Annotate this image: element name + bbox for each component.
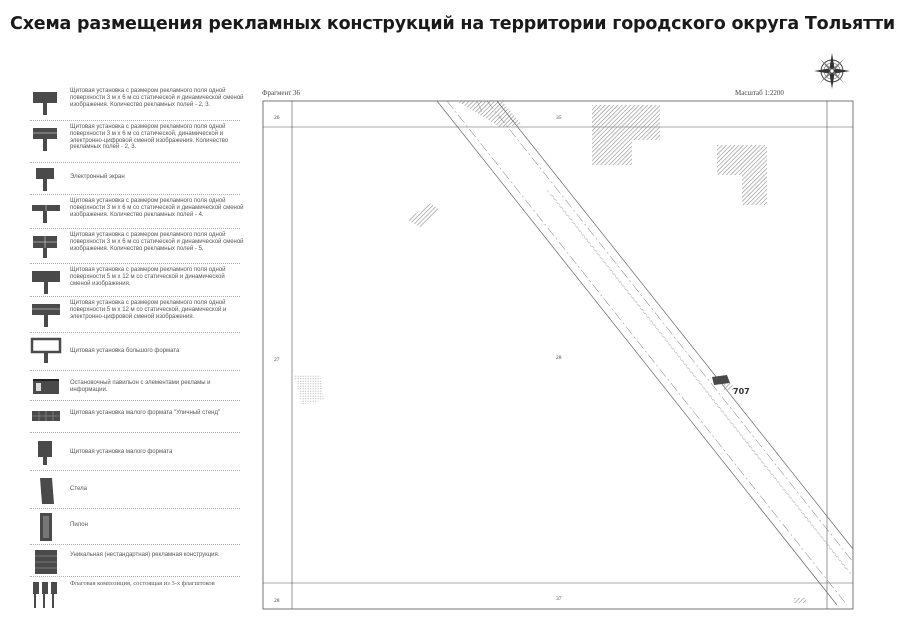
flag-composition-icon bbox=[30, 580, 62, 610]
legend-divider bbox=[30, 194, 240, 195]
cell-number: 28 bbox=[274, 598, 280, 604]
small-format-billboard-icon bbox=[30, 438, 62, 468]
legend-divider bbox=[30, 508, 240, 509]
legend-text: Флаговая композиция, состоящая из 3-х флагштоков bbox=[70, 580, 215, 587]
legend-text: Щитовая установка с размером рекламного поля одной поверхности 3 м х 6 м со статической и динамической сменой изображения. Количество рекламных полей - 4. bbox=[70, 198, 244, 218]
electronic-screen-icon bbox=[30, 166, 62, 196]
compass-rose-icon bbox=[813, 52, 851, 90]
legend-divider bbox=[30, 120, 240, 121]
advertising-structure-marker[interactable] bbox=[794, 598, 806, 603]
legend-text: Щитовая установка большого формата bbox=[70, 348, 180, 354]
fragment-label: Фрагмент 36 bbox=[262, 89, 301, 97]
pylon-icon bbox=[30, 512, 62, 542]
legend-divider bbox=[30, 544, 240, 545]
legend-text: Щитовая установка с размером рекламного поля одной поверхности 3 м х 6 м со статической и динамической сменой изображения. Количество рекламных полей - 5. bbox=[70, 232, 244, 252]
billboard-3x6-digital-icon bbox=[30, 124, 62, 154]
legend-text: Остановочный павильон с элементами рекламы и информации. bbox=[70, 380, 211, 393]
stele-icon bbox=[30, 476, 62, 506]
cell-number: 35 bbox=[556, 115, 562, 121]
legend-text: Стела bbox=[70, 486, 87, 492]
unique-structure-icon bbox=[30, 548, 62, 578]
legend-text: Пилон bbox=[70, 522, 88, 528]
cell-number: 27 bbox=[274, 357, 280, 363]
billboard-5x12-static-icon bbox=[30, 267, 62, 297]
billboard-3x6-four-fields-icon bbox=[30, 198, 62, 228]
street-stand-icon bbox=[30, 404, 62, 434]
cell-number: 26 bbox=[274, 115, 280, 121]
legend-divider bbox=[30, 296, 240, 297]
legend-divider bbox=[30, 576, 240, 577]
cell-number: 37 bbox=[556, 596, 562, 602]
legend-divider bbox=[30, 470, 240, 471]
legend-divider bbox=[30, 400, 240, 401]
large-format-billboard-icon bbox=[30, 336, 62, 366]
map-title: Схема размещения рекламных конструкций на территории городского округа Тольятти bbox=[10, 14, 895, 34]
legend-text: Электронный экран bbox=[70, 174, 125, 180]
legend-text: Щитовая установка с размером рекламного поля одной поверхности 3 м х 6 м со статической и динамической сменой изображения. Количество рекламных полей - 2, 3. bbox=[70, 88, 244, 108]
billboard-3x6-static-icon bbox=[30, 88, 62, 118]
legend-text: Щитовая установка с размером рекламного поля одной поверхности 3 м х 6 м со статической, динамической и электронно-цифровой сменой изображения. Количество рекламных полей - 2, 3. bbox=[70, 124, 229, 151]
legend-divider bbox=[30, 370, 240, 371]
billboard-5x12-digital-icon bbox=[30, 300, 62, 330]
legend-divider bbox=[30, 228, 240, 229]
legend-text: Уникальная (нестандартная) рекламная конструкция. bbox=[70, 552, 220, 558]
legend-divider bbox=[30, 263, 240, 264]
scale-label: Масштаб 1:2200 bbox=[735, 89, 784, 97]
structure-number-label: 707 bbox=[733, 387, 750, 396]
cell-number: 28 bbox=[556, 355, 562, 361]
legend-text: Щитовая установка малого формата bbox=[70, 449, 173, 455]
legend-text: Щитовая установка малого формата "Уличный стенд" bbox=[70, 410, 221, 416]
legend-text: Щитовая установка с размером рекламного поля одной поверхности 5 м х 12 м со статической и динамической сменой изображения. bbox=[70, 267, 226, 287]
legend-divider bbox=[30, 432, 240, 433]
legend-divider bbox=[30, 162, 240, 163]
legend-text: Щитовая установка с размером рекламного поля одной поверхности 5 м х 12 м со статической, динамической и электронно-цифровой сменой изображения. bbox=[70, 300, 227, 320]
legend-divider bbox=[30, 332, 240, 333]
billboard-3x6-five-fields-icon bbox=[30, 232, 62, 262]
